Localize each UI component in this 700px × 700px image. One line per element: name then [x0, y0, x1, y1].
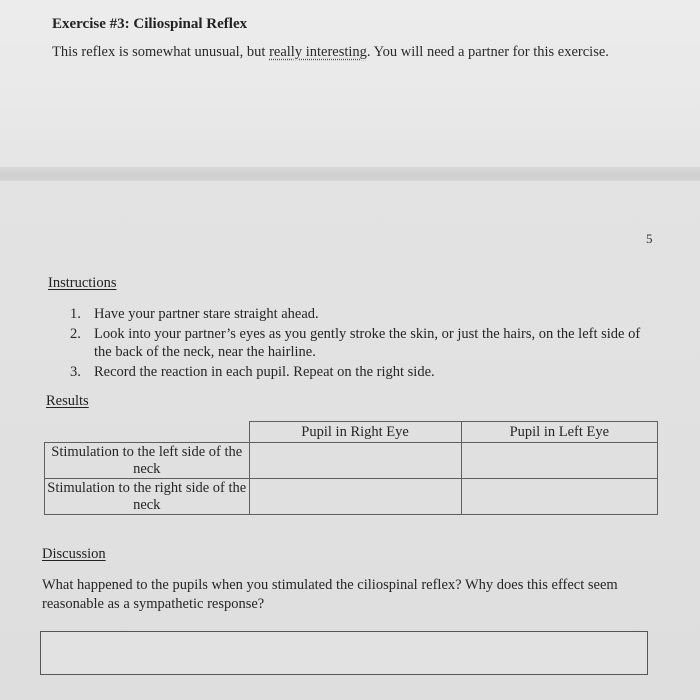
instructions-list [70, 305, 650, 382]
intro-text-highlight: really interesting [269, 44, 367, 60]
instructions-heading: Instructions [48, 275, 117, 291]
cell-left-eye-right-stim[interactable] [461, 479, 657, 515]
discussion-question: What happened to the pupils when you stimulated the ciliospinal reflex? Why does this effect seem reasonable as a sympathetic response? [42, 577, 618, 612]
table-header-row [45, 422, 658, 443]
intro-text-start: This reflex is somewhat unusual, but [52, 44, 270, 60]
step-number: 2. [70, 325, 81, 342]
instruction-step [70, 305, 650, 324]
instruction-step [70, 363, 650, 382]
discussion-answer-box[interactable] [40, 631, 648, 675]
exercise-intro [52, 44, 609, 61]
step-number: 1. [70, 306, 81, 322]
exercise-header-section [0, 0, 700, 167]
table-row [45, 443, 658, 479]
table-corner-cell [45, 422, 250, 443]
exercise-title: Exercise #3: Ciliospinal Reflex [52, 16, 248, 32]
row-label-right-side: Stimulation to the right side of the neck [45, 479, 250, 515]
column-header-right-eye: Pupil in Right Eye [249, 422, 461, 443]
table-row [45, 479, 658, 515]
discussion-heading: Discussion [42, 546, 106, 562]
results-table [44, 421, 658, 515]
cell-left-eye-left-stim[interactable] [461, 443, 657, 479]
step-text: Look into your partner’s eyes as you gently stroke the skin, or just the hairs, on the left side of the back of the neck, near the hairline. [94, 325, 641, 360]
step-text: Record the reaction in each pupil. Repeat on the right side. [94, 363, 435, 380]
cell-right-eye-right-stim[interactable] [249, 479, 461, 515]
cell-right-eye-left-stim[interactable] [249, 443, 461, 479]
step-text: Have your partner stare straight ahead. [94, 306, 319, 322]
step-number: 3. [70, 363, 81, 380]
instruction-step [70, 325, 650, 362]
results-heading: Results [46, 393, 89, 409]
row-label-left-side: Stimulation to the left side of the neck [45, 443, 250, 479]
column-header-left-eye: Pupil in Left Eye [461, 422, 657, 443]
page-break-divider [0, 167, 700, 181]
intro-text-end: . You will need a partner for this exercise. [366, 44, 609, 60]
page-number: 5 [646, 231, 653, 246]
